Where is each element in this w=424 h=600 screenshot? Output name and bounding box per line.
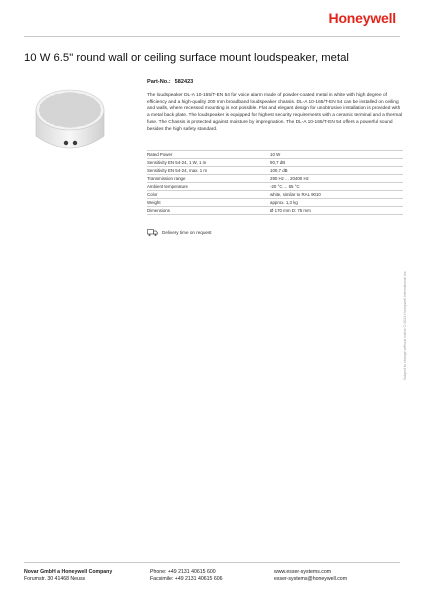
footer-phone: Phone: +49 2131 40615 600 <box>150 569 216 575</box>
spec-value: -20 °C ... 55 °C <box>270 184 300 189</box>
spec-value: approx. 1,3 kg <box>270 200 298 205</box>
spec-value: white, similar to RAL 9010 <box>270 192 321 197</box>
spec-row <box>147 191 403 199</box>
footer-fax: Facsimile: +49 2131 40615 606 <box>150 575 223 582</box>
spec-value: Ø 170 mm D: 75 mm <box>270 208 311 213</box>
part-number-label: Part-No.: <box>147 79 171 85</box>
legal-side-note-text: Subject to change without notice © 2021 Honeywell International Inc. <box>403 270 407 380</box>
spec-label: Ambient temperature <box>147 184 188 189</box>
spec-label: Color <box>147 192 158 197</box>
spec-row <box>147 159 403 167</box>
spec-value: 90,7 dB <box>270 160 286 165</box>
footer-email-link[interactable]: esser-systems@honeywell.com <box>274 575 348 582</box>
part-number-value: 582423 <box>174 79 194 85</box>
spec-row <box>147 207 403 215</box>
product-description: The loudspeaker DL-A 10-165/T-EN 54 for voice alarm made of powder-coated metal in white with high degree of efficiency and a high-quality 200 mm broadband loudspeaker chassis. DL-A 10-165/T-EN 54 can be installed on ceiling and walls, where recessed mounting is not possible. Flat and elegant design for unobtrusive installation is provided with a metal back plate. The loudspeaker is equipped for highest security requirements with a ceramic terminal and a thermal fuse. The Chassis is protected against moisture by impregnation. The DL-A 10-165/T-EN 54 offers a powerful sound besides the high safety standard. <box>147 93 403 132</box>
truck-icon <box>147 228 158 237</box>
loudspeaker-product-image <box>30 80 110 160</box>
spec-label: Rated Power <box>147 152 173 157</box>
footer-company: Novar GmbH a Honeywell Company <box>24 569 113 575</box>
footer-website-link[interactable]: www.esser-systems.com <box>274 569 332 575</box>
spec-value: 10 W <box>270 152 281 157</box>
spec-label: Sensitivity EN 54-24, 1 W, 1 m <box>147 160 207 165</box>
spec-row <box>147 183 403 191</box>
spec-value: 100,7 dB <box>270 168 288 173</box>
delivery-text: Delivery time on request <box>162 230 212 235</box>
spec-row <box>147 167 403 175</box>
delivery-note <box>147 228 212 237</box>
footer-address: Forumstr. 30 41468 Neuss <box>24 575 86 582</box>
spec-row <box>147 175 403 183</box>
spec-value: 290 Hz ... 20400 Hz <box>270 176 309 181</box>
spec-table <box>147 150 403 215</box>
footer-divider <box>24 562 400 563</box>
spec-row <box>147 199 403 207</box>
honeywell-logo: Honeywell <box>328 10 396 26</box>
part-number <box>147 79 193 85</box>
spec-label: Transmission range <box>147 176 186 181</box>
header-divider <box>24 36 400 37</box>
spec-row <box>147 151 403 159</box>
spec-label: Dimensions <box>147 208 170 213</box>
legal-side-note <box>403 230 413 380</box>
spec-label: Sensitivity EN 54-24, max. 1 m <box>147 168 208 173</box>
page-title: 10 W 6.5" round wall or ceiling surface mount loudspeaker, metal <box>24 52 349 64</box>
spec-label: Weight <box>147 200 161 205</box>
